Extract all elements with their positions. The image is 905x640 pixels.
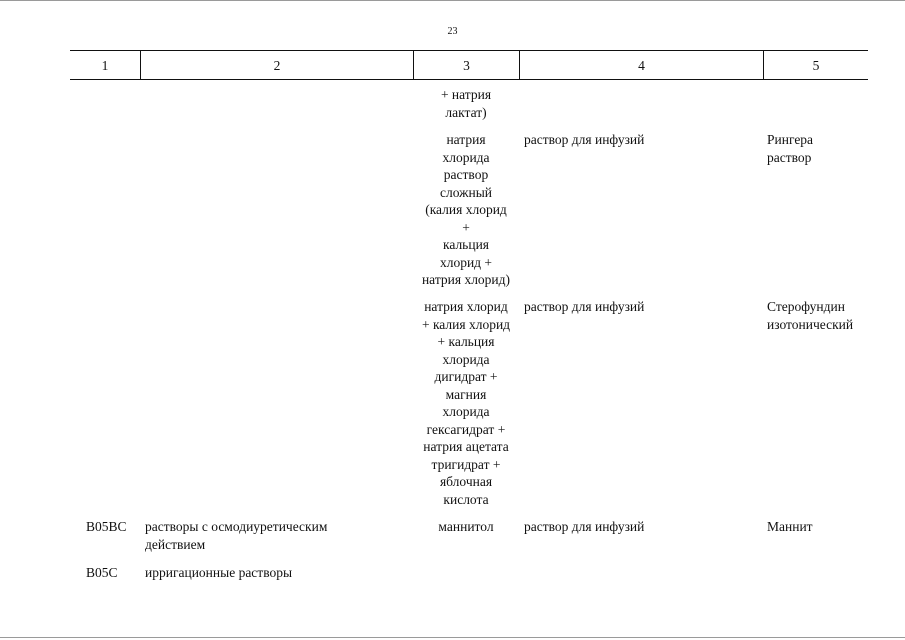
cell-line: маннитол [438,519,494,534]
cell-line: растворы с осмодиуретическим [145,519,328,534]
cell-line: магния [445,386,487,402]
cell-line: Стерофундин [767,299,845,314]
cell-line: яблочная [439,474,493,489]
substance-cell [414,298,518,508]
dosage-form-cell: раствор для инфузий [524,132,645,147]
group-name-cell [145,564,292,582]
trade-name-cell [767,518,813,536]
cell-line: хлорид + [439,254,493,270]
trade-name-cell [767,131,813,166]
cell-line: + калия хлорид [421,316,511,332]
cell-line: Маннит [767,519,813,534]
cell-line: сложный [440,184,492,200]
column-header-5: 5 [812,58,820,73]
substance-cell [414,518,518,536]
scan-edge-top [0,0,905,1]
atc-code-cell: B05C [86,565,118,580]
cell-line: + [462,219,470,235]
cell-line: кальция [442,237,490,252]
cell-line: хлорида [442,149,490,165]
cell-line: натрия ацетата [423,439,509,454]
dosage-form-cell: раствор для инфузий [524,519,645,534]
column-header-3: 3 [463,58,470,73]
table-header-bottom-rule [70,79,868,80]
cell-line: кислота [443,491,489,507]
column-header-4: 4 [638,58,645,73]
scan-edge-bottom [0,637,905,638]
cell-line: раствор [443,167,489,182]
column-header-2: 2 [273,58,281,73]
cell-line: натрия хлорид [424,299,508,314]
page-number: 23 [447,26,458,37]
cell-line: лактат) [445,104,487,120]
group-name-cell [145,518,327,553]
cell-line: изотонический [767,316,854,332]
column-header-1: 1 [101,58,109,73]
cell-line: хлорида [442,351,490,367]
cell-line: + кальция [437,334,495,349]
cell-line: хлорида [442,404,490,419]
atc-code-cell: B05BC [86,519,127,534]
cell-line: натрия [446,132,486,147]
cell-line: действием [145,536,206,552]
cell-line: гексагидрат + [426,421,506,437]
dosage-form-cell: раствор для инфузий [524,299,645,314]
trade-name-cell [767,298,853,333]
substance-cell [414,131,518,289]
table-header-top-rule [70,50,868,51]
cell-line: тригидрат + [431,456,501,472]
cell-line: дигидрат + [434,369,498,384]
cell-line: раствор [767,149,812,165]
cell-line: (калия хлорид [425,202,507,217]
cell-line: натрия хлорид) [421,272,511,287]
cell-line: ирригационные растворы [145,565,293,580]
cell-line: + натрия [440,87,492,102]
cell-line: Рингера [767,132,814,147]
substance-cell [414,86,518,121]
